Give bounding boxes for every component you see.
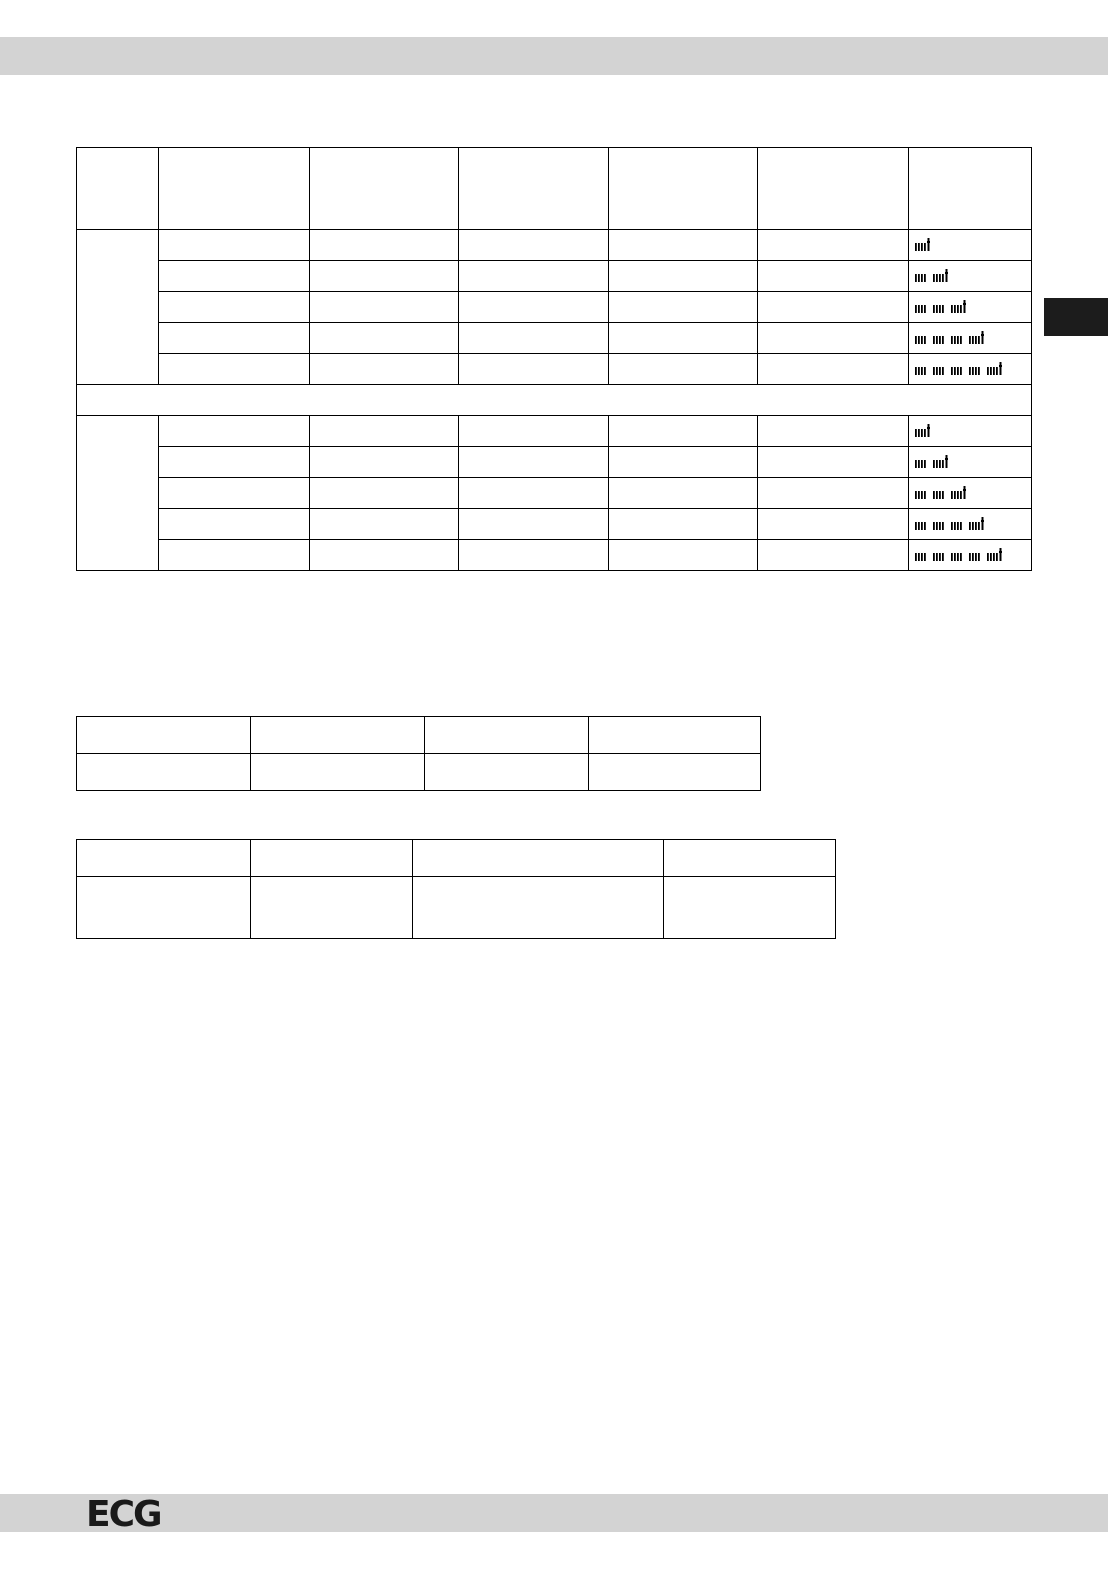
level-bar xyxy=(942,460,944,468)
header-cell xyxy=(310,148,459,230)
level-bar xyxy=(960,553,962,561)
level-bar xyxy=(918,367,920,375)
table-cell xyxy=(310,261,459,292)
level-tick xyxy=(946,455,948,468)
table-cell xyxy=(310,447,459,478)
level-tick xyxy=(982,331,984,344)
level-bar xyxy=(936,460,938,468)
level-bar xyxy=(993,367,995,375)
level-bar xyxy=(990,553,992,561)
level-bar xyxy=(942,522,944,530)
level-bar xyxy=(924,336,926,344)
level-bar xyxy=(915,553,917,561)
header-cell xyxy=(77,717,251,754)
level-bar xyxy=(954,305,956,313)
level-tick-cap xyxy=(981,520,984,522)
table-cell xyxy=(310,416,459,447)
level-bar xyxy=(915,429,917,437)
table-cell xyxy=(310,323,459,354)
level-bar xyxy=(915,491,917,499)
brand-logo: ECG xyxy=(86,1494,161,1535)
level-tick xyxy=(1000,362,1002,375)
level-tick-cap xyxy=(999,365,1002,367)
level-bar xyxy=(924,553,926,561)
table-cell xyxy=(609,540,758,571)
table-cell xyxy=(159,478,310,509)
level-bar xyxy=(918,491,920,499)
level-bar xyxy=(918,553,920,561)
table-cell xyxy=(251,754,425,791)
level-bar xyxy=(936,305,938,313)
table-row xyxy=(77,447,1032,478)
level-bar xyxy=(993,553,995,561)
level-bar xyxy=(915,460,917,468)
power-level-cell xyxy=(909,447,1032,478)
level-bar xyxy=(978,522,980,530)
power-level-icon xyxy=(915,454,1030,470)
power-level-icon xyxy=(915,237,1030,253)
level-bar xyxy=(918,305,920,313)
power-level-cell xyxy=(909,354,1032,385)
level-bar xyxy=(975,336,977,344)
level-bar xyxy=(924,243,926,251)
table-cell xyxy=(459,261,609,292)
level-bar xyxy=(936,336,938,344)
level-tick-cap xyxy=(999,551,1002,553)
level-bar xyxy=(924,429,926,437)
level-bar xyxy=(933,491,935,499)
level-bar xyxy=(996,367,998,375)
level-bar xyxy=(951,522,953,530)
group-label-cell xyxy=(77,416,159,571)
table-cell xyxy=(159,447,310,478)
table-cell xyxy=(589,754,761,791)
header-cell xyxy=(251,717,425,754)
level-bar xyxy=(921,274,923,282)
table-cell xyxy=(664,877,836,939)
level-bar xyxy=(915,305,917,313)
level-bar xyxy=(960,522,962,530)
header-cell xyxy=(251,840,413,877)
level-bar xyxy=(957,305,959,313)
level-bar xyxy=(936,553,938,561)
power-level-icon xyxy=(915,268,1030,284)
table-cell xyxy=(609,261,758,292)
level-bar xyxy=(942,491,944,499)
level-bar xyxy=(921,460,923,468)
power-level-cell xyxy=(909,540,1032,571)
level-bar xyxy=(978,367,980,375)
header-cell xyxy=(425,717,589,754)
table-cell xyxy=(459,478,609,509)
level-bar xyxy=(951,305,953,313)
table-row xyxy=(77,416,1032,447)
level-bar xyxy=(975,367,977,375)
level-bar xyxy=(954,367,956,375)
header-cell xyxy=(159,148,310,230)
header-band xyxy=(0,37,1108,75)
table-cell xyxy=(609,230,758,261)
level-bar xyxy=(960,491,962,499)
level-tick-cap xyxy=(963,489,966,491)
level-bar xyxy=(924,274,926,282)
table-cell xyxy=(159,354,310,385)
level-bar xyxy=(942,305,944,313)
table-row xyxy=(77,509,1032,540)
level-bar xyxy=(957,491,959,499)
table-row xyxy=(77,230,1032,261)
table-cell xyxy=(413,877,664,939)
power-level-icon xyxy=(915,361,1030,377)
table-header-row xyxy=(77,840,836,877)
level-bar xyxy=(918,243,920,251)
power-level-cell xyxy=(909,509,1032,540)
table-cell xyxy=(310,540,459,571)
table-row xyxy=(77,292,1032,323)
table-cell xyxy=(459,323,609,354)
level-bar xyxy=(924,522,926,530)
header-cell xyxy=(77,148,159,230)
specs-table-2 xyxy=(76,839,836,939)
level-bar xyxy=(933,553,935,561)
level-bar xyxy=(960,336,962,344)
level-bar xyxy=(918,274,920,282)
level-bar xyxy=(957,553,959,561)
level-bar xyxy=(957,336,959,344)
level-bar xyxy=(987,553,989,561)
level-bar xyxy=(933,460,935,468)
level-bar xyxy=(933,305,935,313)
level-bar xyxy=(954,553,956,561)
level-bar xyxy=(939,367,941,375)
level-bar xyxy=(951,336,953,344)
level-tick-cap xyxy=(945,272,948,274)
table-cell xyxy=(310,509,459,540)
table-cell xyxy=(77,754,251,791)
table-cell xyxy=(159,230,310,261)
table-cell xyxy=(159,261,310,292)
level-bar xyxy=(918,460,920,468)
power-level-icon xyxy=(915,485,1030,501)
level-bar xyxy=(954,336,956,344)
power-level-cell xyxy=(909,416,1032,447)
level-bar xyxy=(924,367,926,375)
table-cell xyxy=(758,292,909,323)
level-bar xyxy=(933,274,935,282)
level-bar xyxy=(942,274,944,282)
level-bar xyxy=(969,553,971,561)
level-bar xyxy=(972,367,974,375)
level-bar xyxy=(918,429,920,437)
header-cell xyxy=(413,840,664,877)
level-tick xyxy=(928,424,930,437)
table-cell xyxy=(459,416,609,447)
table-cell xyxy=(758,261,909,292)
table-cell xyxy=(758,354,909,385)
level-bar xyxy=(915,336,917,344)
table-cell xyxy=(425,754,589,791)
level-bar xyxy=(915,367,917,375)
power-level-cell xyxy=(909,478,1032,509)
section-tab-marker xyxy=(1044,298,1108,336)
table-cell xyxy=(758,478,909,509)
level-bar xyxy=(915,522,917,530)
table-cell xyxy=(758,416,909,447)
level-bar xyxy=(936,522,938,530)
power-level-cell xyxy=(909,230,1032,261)
table-cell xyxy=(159,292,310,323)
power-level-cell xyxy=(909,261,1032,292)
separator-row xyxy=(77,385,1032,416)
level-bar xyxy=(954,522,956,530)
power-level-icon xyxy=(915,330,1030,346)
level-tick-cap xyxy=(945,458,948,460)
power-level-table xyxy=(76,147,1032,571)
level-bar xyxy=(936,367,938,375)
level-bar xyxy=(915,243,917,251)
power-level-icon xyxy=(915,547,1030,563)
level-bar xyxy=(939,305,941,313)
footer-band xyxy=(0,1494,1108,1532)
level-bar xyxy=(939,460,941,468)
level-bar xyxy=(975,553,977,561)
table-cell xyxy=(459,447,609,478)
table-cell xyxy=(609,478,758,509)
level-bar xyxy=(939,274,941,282)
power-level-cell xyxy=(909,292,1032,323)
header-cell xyxy=(77,840,251,877)
level-bar xyxy=(951,553,953,561)
level-bar xyxy=(990,367,992,375)
level-bar xyxy=(921,243,923,251)
level-tick xyxy=(946,269,948,282)
table-row xyxy=(77,877,836,939)
table-row xyxy=(77,754,761,791)
table-cell xyxy=(758,509,909,540)
header-cell xyxy=(664,840,836,877)
level-bar xyxy=(942,336,944,344)
power-level-icon xyxy=(915,516,1030,532)
level-bar xyxy=(975,522,977,530)
level-bar xyxy=(933,367,935,375)
table-cell xyxy=(758,540,909,571)
level-tick-cap xyxy=(963,303,966,305)
level-bar xyxy=(921,553,923,561)
level-tick-cap xyxy=(927,427,930,429)
level-bar xyxy=(951,367,953,375)
table-cell xyxy=(758,447,909,478)
level-tick xyxy=(928,238,930,251)
separator-cell xyxy=(77,385,1032,416)
level-tick-cap xyxy=(927,241,930,243)
level-bar xyxy=(915,274,917,282)
level-bar xyxy=(957,522,959,530)
table-cell xyxy=(159,323,310,354)
table-cell xyxy=(459,540,609,571)
header-cell xyxy=(909,148,1032,230)
level-bar xyxy=(918,336,920,344)
table-row xyxy=(77,354,1032,385)
level-bar xyxy=(972,522,974,530)
table-cell xyxy=(459,354,609,385)
level-bar xyxy=(969,367,971,375)
level-tick xyxy=(964,300,966,313)
table-cell xyxy=(758,323,909,354)
table-cell xyxy=(459,292,609,323)
level-bar xyxy=(939,336,941,344)
table-cell xyxy=(758,230,909,261)
header-cell xyxy=(589,717,761,754)
group-label-cell xyxy=(77,230,159,385)
level-tick xyxy=(964,486,966,499)
level-bar xyxy=(996,553,998,561)
level-bar xyxy=(978,336,980,344)
level-tick xyxy=(982,517,984,530)
table-cell xyxy=(310,292,459,323)
table-cell xyxy=(609,447,758,478)
table-row xyxy=(77,261,1032,292)
level-bar xyxy=(933,336,935,344)
level-bar xyxy=(972,553,974,561)
level-bar xyxy=(918,522,920,530)
level-bar xyxy=(924,491,926,499)
level-bar xyxy=(942,367,944,375)
level-bar xyxy=(939,553,941,561)
level-bar xyxy=(954,491,956,499)
level-bar xyxy=(936,274,938,282)
level-bar xyxy=(957,367,959,375)
table-cell xyxy=(251,877,413,939)
table-cell xyxy=(159,509,310,540)
header-cell xyxy=(758,148,909,230)
level-bar xyxy=(969,522,971,530)
table-cell xyxy=(609,509,758,540)
level-bar xyxy=(933,522,935,530)
header-cell xyxy=(459,148,609,230)
table-cell xyxy=(609,323,758,354)
level-bar xyxy=(951,491,953,499)
level-bar xyxy=(921,305,923,313)
level-tick xyxy=(1000,548,1002,561)
table-row xyxy=(77,323,1032,354)
table-cell xyxy=(310,230,459,261)
table-cell xyxy=(310,478,459,509)
table-cell xyxy=(77,877,251,939)
level-bar xyxy=(942,553,944,561)
specs-table-1 xyxy=(76,716,761,791)
level-bar xyxy=(960,367,962,375)
power-level-icon xyxy=(915,299,1030,315)
table-cell xyxy=(459,230,609,261)
table-cell xyxy=(459,509,609,540)
level-bar xyxy=(936,491,938,499)
table-row xyxy=(77,478,1032,509)
level-bar xyxy=(921,367,923,375)
level-bar xyxy=(960,305,962,313)
table-cell xyxy=(609,354,758,385)
table-cell xyxy=(159,540,310,571)
level-bar xyxy=(921,429,923,437)
table-row xyxy=(77,540,1032,571)
level-bar xyxy=(987,367,989,375)
level-bar xyxy=(939,491,941,499)
level-bar xyxy=(939,522,941,530)
level-bar xyxy=(969,336,971,344)
level-bar xyxy=(924,305,926,313)
table-cell xyxy=(609,416,758,447)
table-cell xyxy=(310,354,459,385)
level-bar xyxy=(924,460,926,468)
level-bar xyxy=(972,336,974,344)
power-level-icon xyxy=(915,423,1030,439)
level-bar xyxy=(921,491,923,499)
level-bar xyxy=(978,553,980,561)
level-bar xyxy=(921,522,923,530)
table-cell xyxy=(159,416,310,447)
level-tick-cap xyxy=(981,334,984,336)
header-cell xyxy=(609,148,758,230)
power-level-cell xyxy=(909,323,1032,354)
table-header-row xyxy=(77,717,761,754)
table-cell xyxy=(609,292,758,323)
level-bar xyxy=(921,336,923,344)
table-header-row xyxy=(77,148,1032,230)
